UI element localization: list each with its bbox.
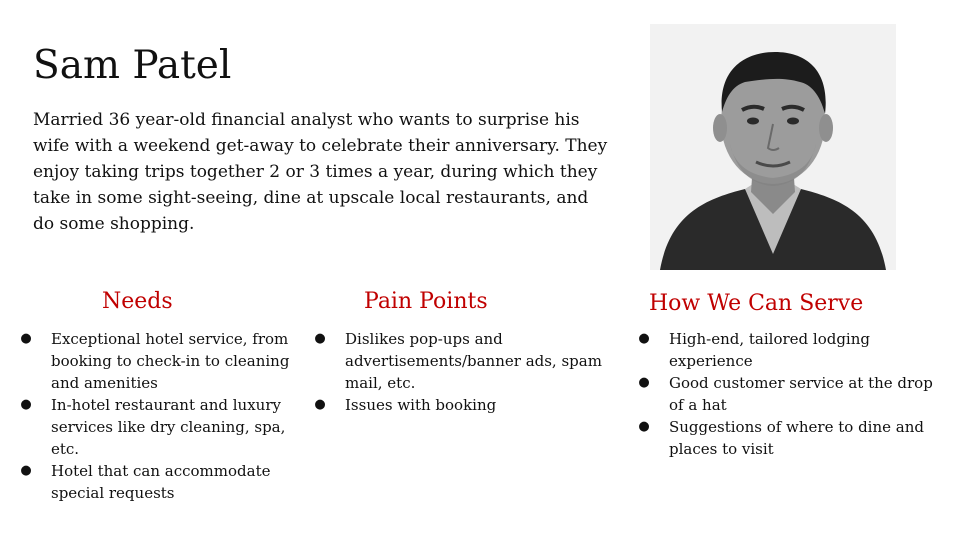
- how-we-can-serve-list: [637, 328, 937, 460]
- bullet-icon: ●: [20, 463, 32, 478]
- bullet-icon: ●: [20, 331, 32, 346]
- bullet-icon: ●: [638, 375, 650, 390]
- bullet-icon: ●: [20, 397, 32, 412]
- how-we-can-serve-heading: How We Can Serve: [649, 291, 864, 316]
- list-item: [313, 394, 613, 416]
- list-item-text: Hotel that can accommodate special requests: [51, 462, 271, 502]
- needs-heading: Needs: [102, 289, 173, 314]
- persona-name: Sam Patel: [33, 43, 232, 88]
- persona-photo: [650, 24, 896, 270]
- list-item-text: High-end, tailored lodging experience: [669, 330, 870, 370]
- bullet-icon: ●: [314, 397, 326, 412]
- list-item-text: Issues with booking: [345, 396, 497, 414]
- list-item-text: Good customer service at the drop of a hat: [669, 374, 933, 414]
- pain-points-list: [313, 328, 613, 416]
- list-item: [637, 416, 937, 460]
- list-item: [637, 328, 937, 372]
- list-item: [637, 372, 937, 416]
- list-item-text: Exceptional hotel service, from booking to check-in to cleaning and amenities: [51, 330, 290, 392]
- list-item: [19, 394, 304, 460]
- pain-points-heading: Pain Points: [364, 289, 488, 314]
- list-item: [19, 460, 304, 504]
- bullet-icon: ●: [638, 419, 650, 434]
- list-item: [19, 328, 304, 394]
- list-item: [313, 328, 613, 394]
- list-item-text: Suggestions of where to dine and places to visit: [669, 418, 924, 458]
- list-item-text: Dislikes pop-ups and advertisements/banner ads, spam mail, etc.: [345, 330, 602, 392]
- bullet-icon: ●: [314, 331, 326, 346]
- bullet-icon: ●: [638, 331, 650, 346]
- list-item-text: In-hotel restaurant and luxury services like dry cleaning, spa, etc.: [51, 396, 286, 458]
- needs-list: [19, 328, 304, 504]
- persona-bio: Married 36 year-old financial analyst who wants to surprise his wife with a weekend get-away to celebrate their anniversary. They enjoy taking trips together 2 or 3 times a year, during which they take in some sight-seeing, dine at upscale local restaurants, and do some shopping.: [33, 110, 608, 234]
